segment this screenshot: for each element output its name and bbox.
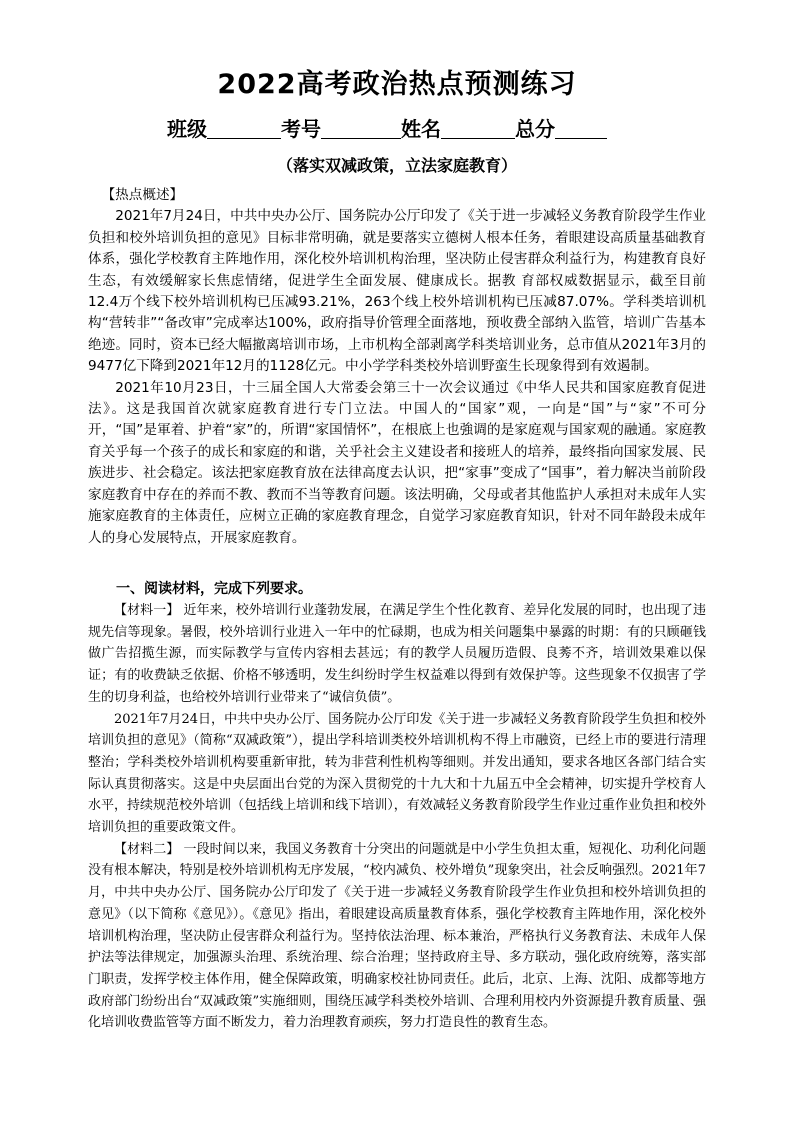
material-label: 【材料一】	[114, 603, 180, 618]
material-label: 【材料二】	[114, 841, 180, 857]
class-label: 班级	[167, 117, 207, 141]
document-subtitle: （落实双减政策，立法家庭教育）	[276, 156, 517, 175]
name-label: 姓名	[401, 117, 441, 141]
overview-label: 【热点概述】	[101, 187, 184, 203]
material-text: 2021年7月24日，中共中央办公厅、国务院办公厅印发《关于进一步减轻义务教育阶段学生负担和校外培训负担的意见》（简称“双减政策”），提出学科培训类校外培训机构不得上市融资，已经上市的要进行清理整治；学科类校外培训机构要重新审批，转为非营利性机构等细则。并发出通知，要求各地区各部门结合实际认真贯彻落实。这是中央层面出台党的为深入贯彻党的十九大和十九届五中全会精神，切实提升学校育人水平，持续规范校外培训（包括线上培训和线下培训），有效减轻义务教育阶段学生作业过重作业负担和校外培训负担的重要政策文件。	[88, 711, 706, 836]
student-info-line	[167, 113, 637, 142]
score-blank[interactable]	[555, 118, 607, 139]
material-paragraph	[88, 839, 706, 1034]
exam-no-blank[interactable]	[321, 118, 401, 139]
material-paragraph	[88, 600, 706, 709]
class-blank[interactable]	[207, 118, 281, 139]
material-paragraph	[88, 709, 706, 839]
document-title: 2022高考政治热点预测练习	[217, 69, 577, 100]
exam-no-label: 考号	[281, 117, 321, 141]
overview-paragraph: 2021年10月23日，十三届全国人大常委会第三十一次会议通过《中华人民共和国家庭教育促进法》。这是我国首次就家庭教育进行专门立法。中国人的“国家”观，一向是“国”与“家”不可分开，“国”是軍着、护着“家”的，所谓“家国情怀”，在根底上也強调的是家庭观与国家观的融通。家庭教育关乎每一个孩子的成长和家庭的和谐，关乎社会主义建设者和接班人的培养，最终指向国家发展、民族进步、社会稳定。该法把家庭教育放在法律高度去认识，把“家事”变成了“国事”，着力解决当前阶段家庭教育中存在的养而不教、教而不当等教育问题。该法明确，父母或者其他监护人承担对未成年人实施家庭教育的主体责任，应树立正确的家庭教育理念，自觉学习家庭教育知识，针对不同年龄段未成年人的身心发展特点，开展家庭教育。	[88, 379, 706, 546]
material-text: 近年来，校外培训行业蓬勃发展，在满足学生个性化教育、差异化发展的同时，也出现了违规先信等现象。暑假，校外培训行业进入一年中的忙碌期，也成为相关问题集中暴露的时期：有的只顾砸钱做广告招揽生源，而实际教学与宣传内容相去甚远；有的教学人员履历造假、良莠不齐，培训效果难以保证；有的收费缺乏依据、价格不够透明，发生纠纷时学生权益难以得到有效保护等。这些现象不仅损害了学生的切身利益，也给校外培训行业带来了“诚信负债”。	[88, 603, 706, 705]
reading-section	[88, 578, 706, 1034]
hot-topic-overview	[88, 185, 706, 549]
section-heading: 一、阅读材料，完成下列要求。	[116, 581, 312, 597]
name-blank[interactable]	[441, 118, 515, 139]
overview-paragraph: 2021年7月24日，中共中央办公厅、国务院办公厅印发了《关于进一步减轻义务教育阶段学生作业负担和校外培训负担的意见》目标非常明确，就是要落实立德树人根本任务，着眼建设高质量基础教育体系，强化学校教育主阵地作用，深化校外培训机构治理，坚决防止侵害群众利益行为，构建教育良好生态，有效缓解家长焦虑情绪，促进学生全面发展、健康成长。据教 育部权威数据显示，截至目前12.4万个线下校外培训机构已压减93.21%，263个线上校外培训机构已压减87.07%。学科类培训机构“营转非”“备改审”完成率达100%，政府指导价管理全面落地，预收费全部纳入监管，培训广告基本绝迹。同时，资本已经大幅撤离培训市场，上市机构全部剥离学科类培训业务，总市值从2021年3月的9477亿下降到2021年12月的1128亿元。中小学学科类校外培训野蛮生长现象得到有效遏制。	[88, 208, 706, 375]
score-label: 总分	[515, 117, 555, 141]
material-text: 一段时间以来，我国义务教育十分突出的问题就是中小学生负担太重，短视化、功利化问题没有根本解决，特别是校外培训机构无序发展，“校内减负、校外增负”现象突出，社会反响强烈。2021年7月，中共中央办公厅、国务院办公厅印发了《关于进一步减轻义务教育阶段学生作业负担和校外培训负担的意见》（以下简称《意见》）。《意见》指出，着眼建设高质量教育体系，强化学校教育主阵地作用，深化校外培训机构治理，坚决防止侵害群众利益行为。坚持依法治理、标本兼治，严格执行义务教育法、未成年人保护法等法律规定，加强源头治理、系统治理、综合治理；坚持政府主导、多方联动，强化政府统筹，落实部门职责，发挥学校主体作用，健全保障政策，明确家校社协同责任。此后，北京、上海、沈阳、成都等地方政府部门纷纷出台“双减政策”实施细则，围绕压减学科类校外培训、合理利用校内外资源提升教育质量、强化培训收费监管等方面不断发力，着力治理教育顽疾，努力打造良性的教育生态。	[88, 841, 706, 1031]
